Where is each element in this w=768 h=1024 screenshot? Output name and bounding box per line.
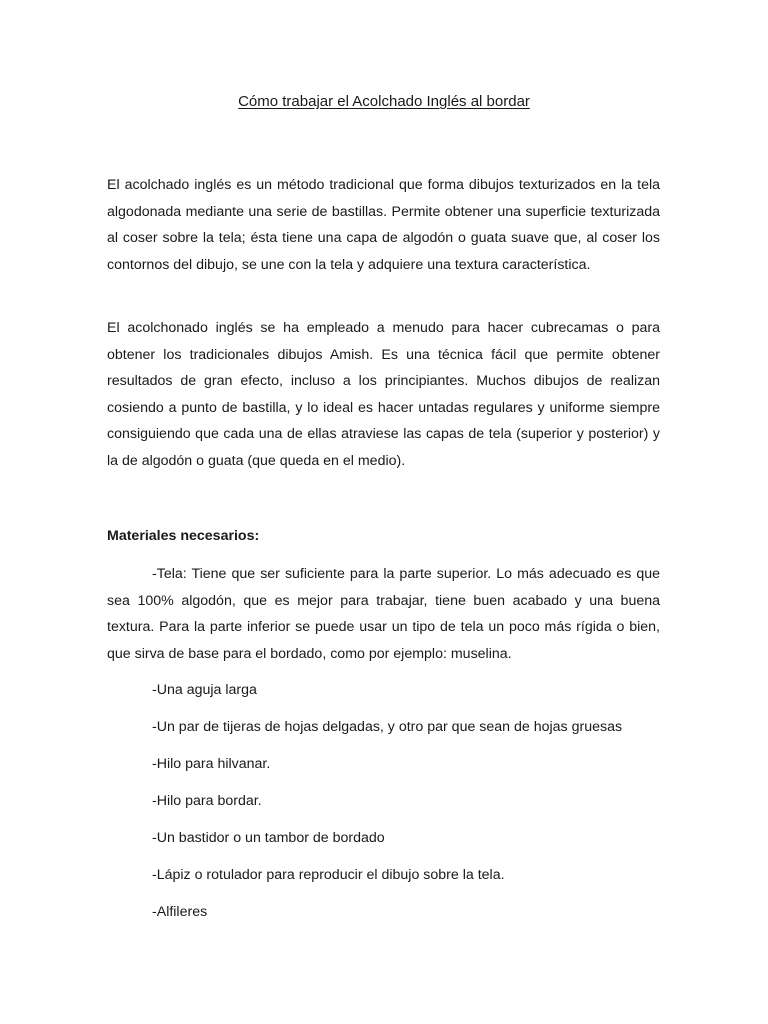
materials-list-item: -Lápiz o rotulador para reproducir el dibujo sobre la tela. [152, 867, 505, 883]
history-paragraph: El acolchonado inglés se ha empleado a menudo para hacer cubrecamas o para obtener los tradicionales dibujos Amish. Es una técnica fácil que permite obtener resultados de gran efecto, incluso a los principiantes. Muchos dibujos de realizan cosiendo a punto de bastilla, y lo ideal es hacer untadas regulares y uniforme siempre consiguiendo que cada una de ellas atraviese las capas de tela (superior y posterior) y la de algodón o guata (que queda en el medio). [107, 320, 660, 469]
materials-list-item: -Una aguja larga [152, 682, 257, 698]
document-title: Cómo trabajar el Acolchado Inglés al bordar [238, 93, 530, 110]
materials-list-item: -Alfileres [152, 904, 208, 920]
materials-list-item: -Un bastidor o un tambor de bordado [152, 830, 385, 846]
materials-list-item: -Hilo para hilvanar. [152, 756, 271, 772]
materials-list-item: -Un par de tijeras de hojas delgadas, y otro par que sean de hojas gruesas [152, 719, 623, 735]
materials-heading: Materiales necesarios: [107, 528, 260, 544]
intro-paragraph: El acolchado inglés es un método tradicional que forma dibujos texturizados en la tela algodonada mediante una serie de bastillas. Permite obtener una superficie texturizada al coser sobre la tela; ésta tiene una capa de algodón o guata suave que, al coser los contornos del dibujo, se une con la tela y adquiere una textura característica. [107, 177, 660, 273]
materials-list-item: -Hilo para bordar. [152, 793, 262, 809]
materials-fabric-paragraph: -Tela: Tiene que ser suficiente para la parte superior. Lo más adecuado es que sea 100% algodón, que es mejor para trabajar, tiene buen acabado y una buena textura. Para la parte inferior se puede usar un tipo de tela un poco más rígida o bien, que sirva de base para el bordado, como por ejemplo: muselina. [107, 566, 660, 662]
